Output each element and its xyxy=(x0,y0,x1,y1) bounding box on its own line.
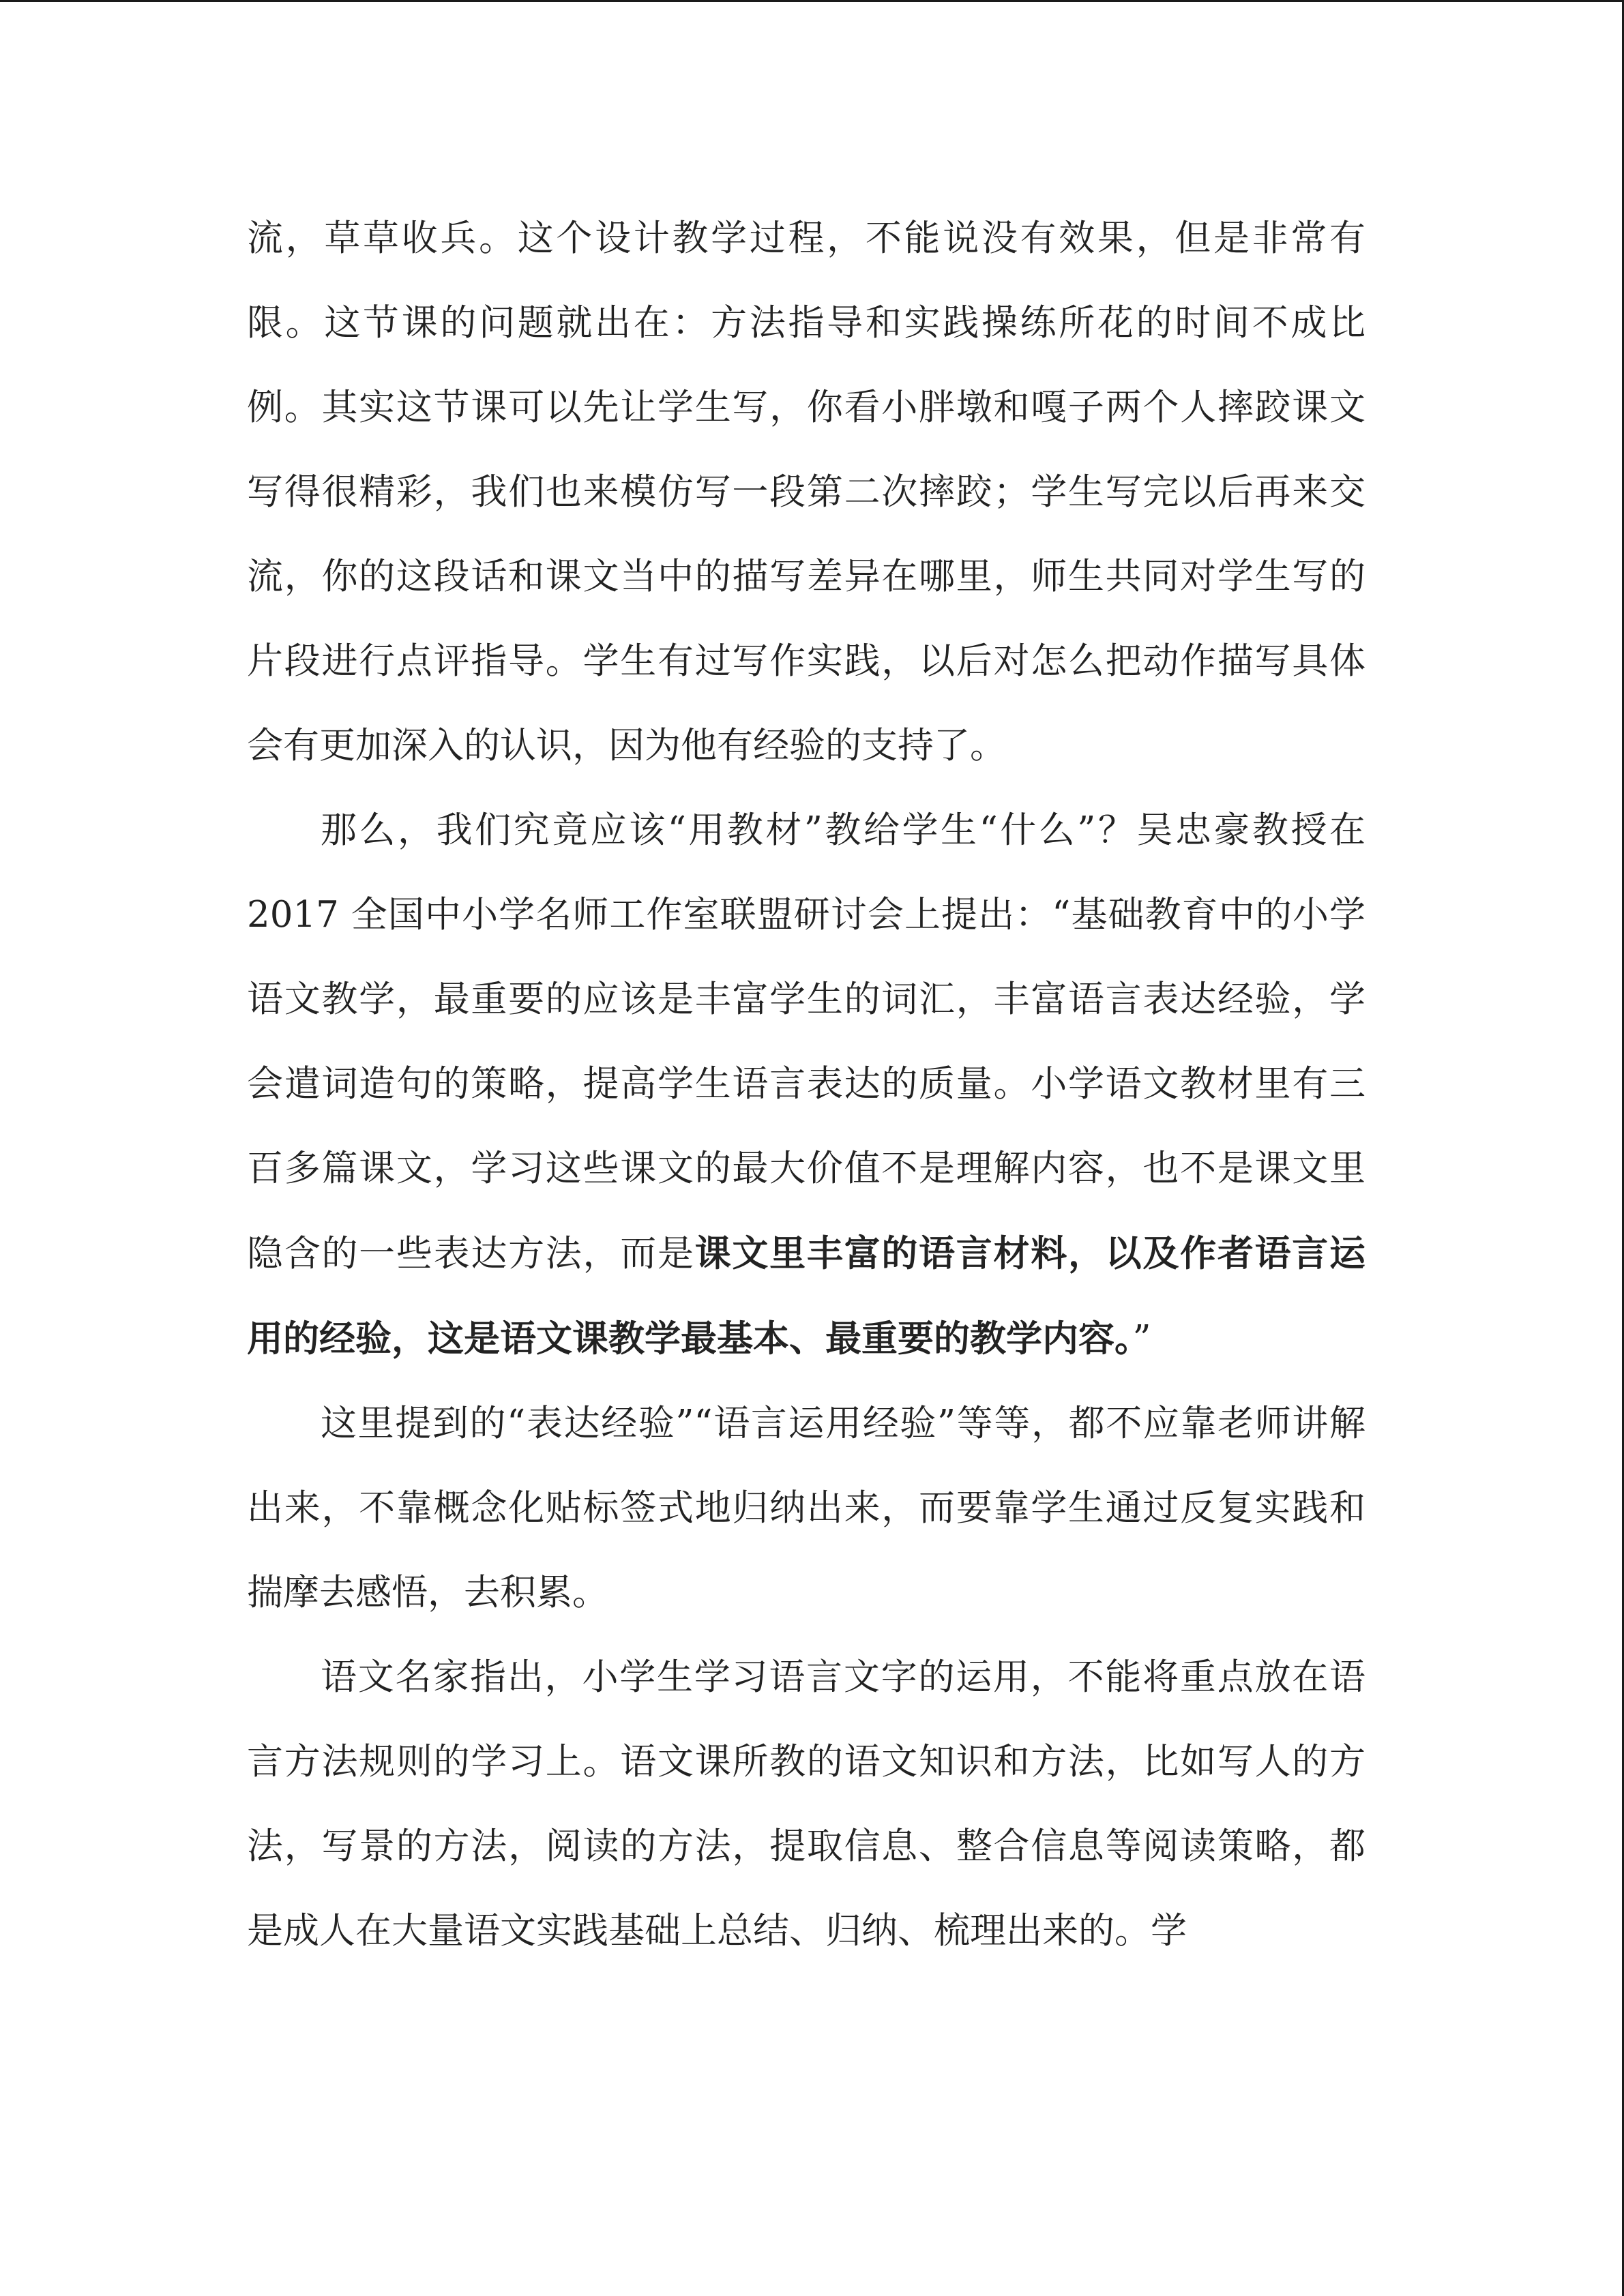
paragraph-4: 语文名家指出，小学生学习语言文字的运用，不能将重点放在语言方法规则的学习上。语文课所教的语文知识和方法，比如写人的方法，写景的方法，阅读的方法，提取信息、整合信息等阅读策略，都是成人在大量语文实践基础上总结、归纳、梳理出来的。学 xyxy=(247,1656,1365,1952)
paragraph-2-bold-quote: 课文里丰富的语言材料，以及作者语言运用的经验，这是语文课教学最基本、最重要的教学内容。 xyxy=(247,1232,1366,1360)
paragraph-1: 流，草草收兵。这个设计教学过程，不能说没有效果，但是非常有限。这节课的问题就出在：方法指导和实践操练所花的时间不成比例。其实这节课可以先让学生写，你看小胖墩和嘎子两个人摔跤课文写得很精彩，我们也来模仿写一段第二次摔跤；学生写完以后再来交流，你的这段话和课文当中的描写差异在哪里，师生共同对学生写的片段进行点评指导。学生有过写作实践，以后对怎么把动作描写具体会有更加深入的认识，因为他有经验的支持了。 xyxy=(247,218,1365,766)
paragraph-3: 这里提到的“表达经验”“语言运用经验”等等，都不应靠老师讲解出来，不靠概念化贴标签式地归纳出来，而要靠学生通过反复实践和揣摩去感悟，去积累。 xyxy=(247,1403,1365,1613)
paragraph-2 xyxy=(247,788,1365,1382)
document-body xyxy=(247,196,1365,1973)
paragraph-2-closing-quote: ” xyxy=(1132,1318,1151,1360)
paragraph-2-text: 那么，我们究竟应该“用教材”教给学生“什么”？吴忠豪教授在 2017 全国中小学名师工作室联盟研讨会上提出：“基础教育中的小学语文教学，最重要的应该是丰富学生的词汇，丰富语言表达经验，学会遣词造句的策略，提高学生语言表达的质量。小学语文教材里有三百多篇课文，学习这些课文的最大价值不是理解内容，也不是课文里隐含的一些表达方法，而是 xyxy=(247,809,1365,1274)
page-top-border xyxy=(0,0,1624,2)
